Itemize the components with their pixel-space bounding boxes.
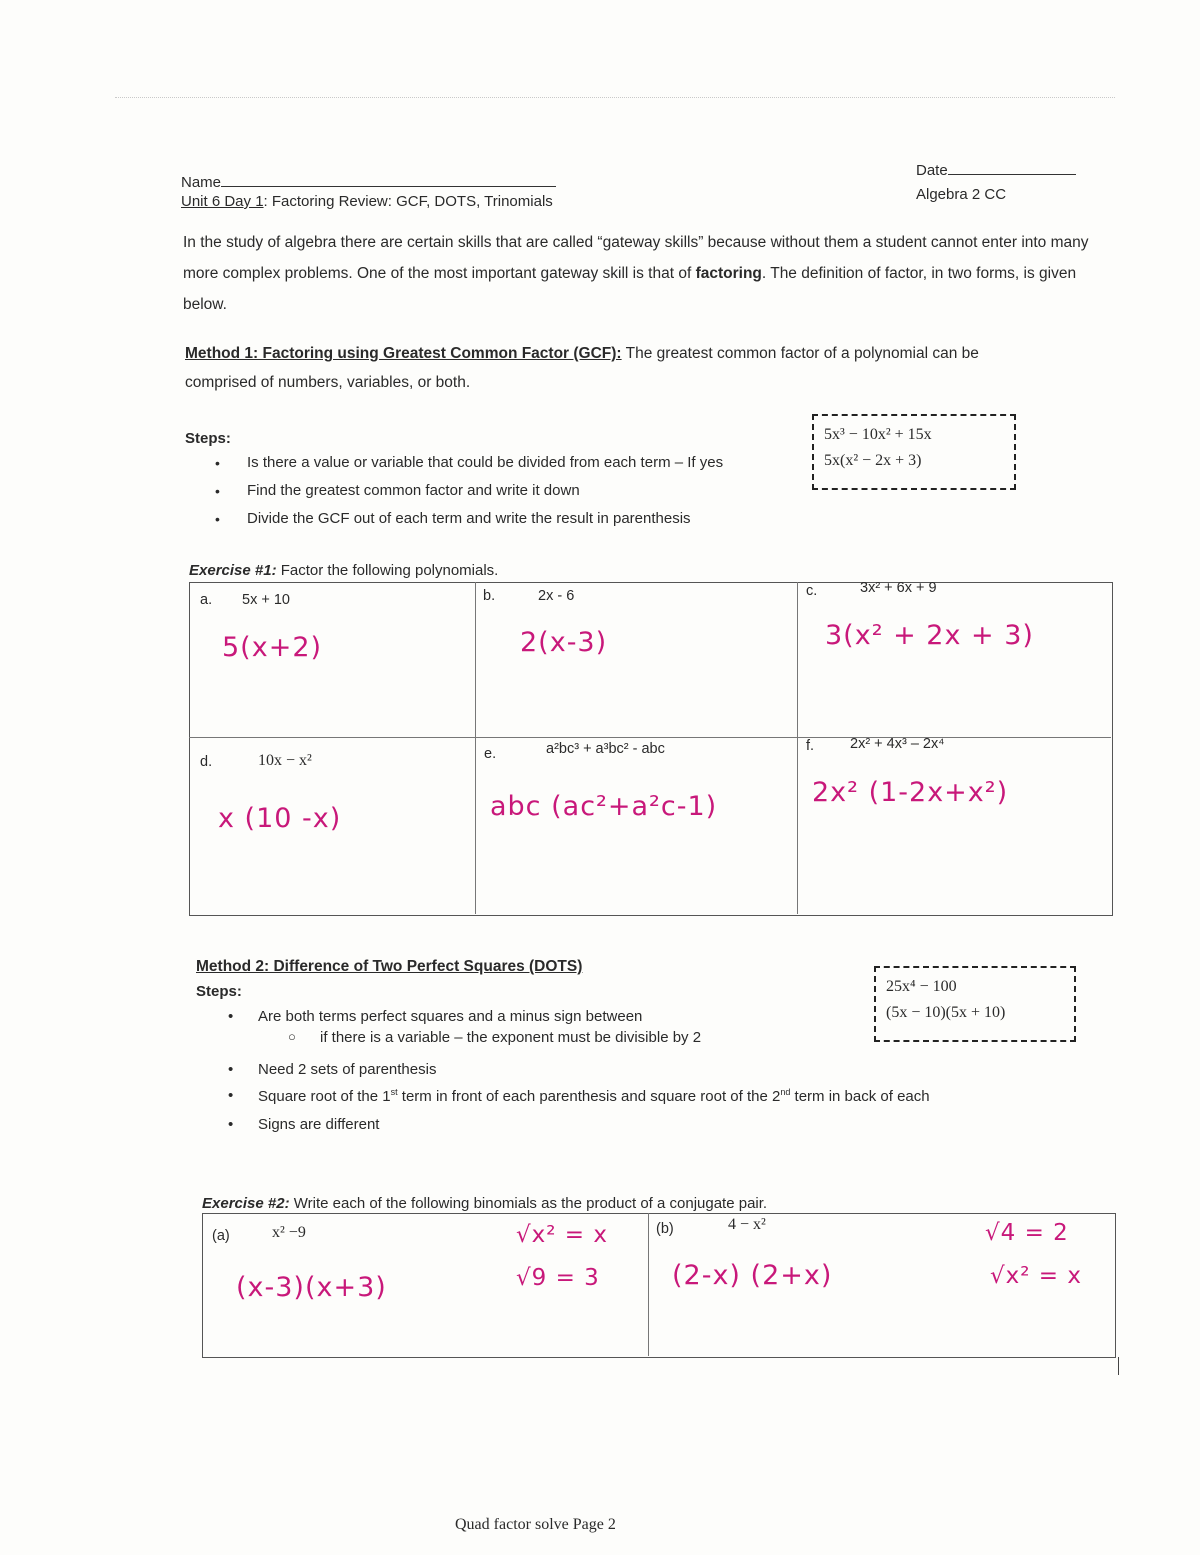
scan-mark — [1118, 1357, 1119, 1375]
method1-steps-list — [185, 449, 723, 533]
exercise1-instruction: Factor the following polynomials. — [280, 562, 499, 579]
method1-example-line2: 5x(x² − 2x + 3) — [824, 452, 922, 469]
exercise1-label: Exercise #1: — [189, 562, 277, 579]
exercise1-row-divider — [189, 737, 1111, 738]
method1-steps-label: Steps: — [185, 430, 231, 447]
name-blank — [221, 172, 556, 187]
bullet: • — [228, 1087, 234, 1104]
ex2-a-expr: x² −9 — [272, 1224, 306, 1241]
ex1-a-expr: 5x + 10 — [242, 592, 290, 608]
exercise1-col-divider-1 — [475, 582, 476, 914]
method2-example-box — [874, 966, 1076, 1042]
step3-part-b: term in front of each parenthesis and square root of the 2 — [397, 1088, 781, 1105]
ex1-c-answer: 3(x² + 2x + 3) — [825, 620, 1034, 651]
course-name: Algebra 2 CC — [916, 186, 1007, 203]
method1-step-3: • Divide the GCF out of each term and write the result in parenthesis — [185, 505, 723, 533]
bullet: • — [228, 1061, 234, 1078]
step3-sup-2: nd — [780, 1087, 791, 1097]
exercise1-col-divider-2 — [797, 582, 798, 914]
bullet: • — [228, 1116, 234, 1133]
ex2-a-answer: (x-3)(x+3) — [236, 1272, 387, 1303]
ex2-b-answer: (2-x) (2+x) — [672, 1260, 833, 1291]
method1-description: The greatest common factor of a polynomial can be — [625, 345, 979, 362]
method2-step-1-text: Are both terms perfect squares and a minus sign between — [258, 1008, 643, 1025]
method2-example-line1: 25x⁴ − 100 — [886, 978, 957, 995]
ex1-a-answer: 5(x+2) — [222, 632, 323, 663]
step3-part-a: Square root of the 1 — [258, 1088, 391, 1105]
ex1-f-letter: f. — [806, 738, 815, 754]
ex1-c-expr: 3x² + 6x + 9 — [860, 580, 937, 596]
method2-heading: Method 2: Difference of Two Perfect Squares (DOTS) — [196, 958, 583, 975]
method1-step-1: • Is there a value or variable that could be divided from each term – If yes — [185, 449, 723, 477]
intro-text-1: In the study of algebra there are certain skills that are called “gateway skills” because without them a student cannot enter into many more complex problems. One of the most important gateway skill is that of — [183, 234, 1089, 282]
method2-substep-text: if there is a variable – the exponent must be divisible by 2 — [320, 1029, 702, 1046]
bullet: • — [228, 1008, 234, 1025]
intro-paragraph — [183, 227, 1113, 320]
ex1-a-letter: a. — [200, 592, 213, 608]
exercise1-heading — [189, 562, 498, 579]
unit-title-prefix: Unit 6 Day 1 — [181, 193, 264, 210]
name-label: Name — [181, 174, 222, 191]
method1-example-box — [812, 414, 1016, 490]
ex1-f-expr: 2x² + 4x³ – 2x⁴ — [850, 736, 945, 752]
date-field — [916, 160, 1076, 179]
exercise2-label: Exercise #2: — [202, 1195, 290, 1212]
ex1-f-answer: 2x² (1-2x+x²) — [812, 777, 1009, 808]
method1-step-2: • Find the greatest common factor and write it down — [185, 477, 723, 505]
ex1-d-expr: 10x − x² — [258, 752, 312, 769]
unit-title — [181, 193, 553, 210]
method2-example-line2: (5x − 10)(5x + 10) — [886, 1004, 1006, 1021]
ex2-a-letter: (a) — [212, 1228, 230, 1244]
page-footer: Quad factor solve Page 2 — [455, 1516, 616, 1533]
hollow-bullet: ○ — [288, 1029, 296, 1044]
intro-text-2: . The definition of factor, in two forms, is given below. — [183, 265, 1077, 313]
ex1-b-letter: b. — [483, 588, 496, 604]
ex2-a-work-1: √x² = x — [516, 1222, 608, 1248]
ex1-c-letter: c. — [806, 583, 818, 599]
method2-step-3-text — [258, 1087, 930, 1105]
ex2-a-work-2: √9 = 3 — [516, 1265, 600, 1291]
ex2-b-work-2: √x² = x — [990, 1263, 1082, 1289]
exercise2-col-divider — [648, 1213, 649, 1356]
intro-bold-word: factoring — [695, 265, 762, 282]
exercise2-heading — [202, 1195, 767, 1212]
ex1-e-letter: e. — [484, 746, 497, 762]
ex1-d-answer: x (10 -x) — [218, 803, 342, 834]
step3-sup-1: st — [390, 1087, 398, 1097]
scan-artifact-line — [115, 97, 1115, 98]
ex2-b-expr: 4 − x² — [728, 1216, 766, 1233]
method1-heading: Method 1: Factoring using Greatest Common Factor (GCF): — [185, 345, 622, 362]
method2-step-2-text: Need 2 sets of parenthesis — [258, 1061, 437, 1078]
ex1-d-letter: d. — [200, 754, 213, 770]
ex1-e-answer: abc (ac²+a²c-1) — [490, 791, 718, 822]
exercise2-instruction: Write each of the following binomials as the product of a conjugate pair. — [293, 1195, 768, 1212]
ex2-b-work-1: √4 = 2 — [985, 1220, 1069, 1246]
method2-steps-label: Steps: — [196, 983, 242, 1000]
ex1-b-answer: 2(x-3) — [520, 627, 608, 658]
unit-title-rest: : Factoring Review: GCF, DOTS, Trinomials — [263, 193, 553, 210]
date-label: Date — [916, 162, 948, 179]
step3-part-c: term in back of each — [790, 1088, 930, 1105]
ex2-b-letter: (b) — [656, 1221, 674, 1237]
method1-description-2: comprised of numbers, variables, or both. — [185, 374, 471, 391]
method1-heading-line — [185, 345, 979, 363]
ex1-e-expr: a²bc³ + a³bc² - abc — [546, 741, 665, 757]
method1-example-line1: 5x³ − 10x² + 15x — [824, 426, 932, 443]
date-blank — [948, 160, 1076, 175]
name-field — [181, 172, 556, 191]
ex1-b-expr: 2x - 6 — [538, 588, 575, 604]
method2-step-4-text: Signs are different — [258, 1116, 380, 1133]
